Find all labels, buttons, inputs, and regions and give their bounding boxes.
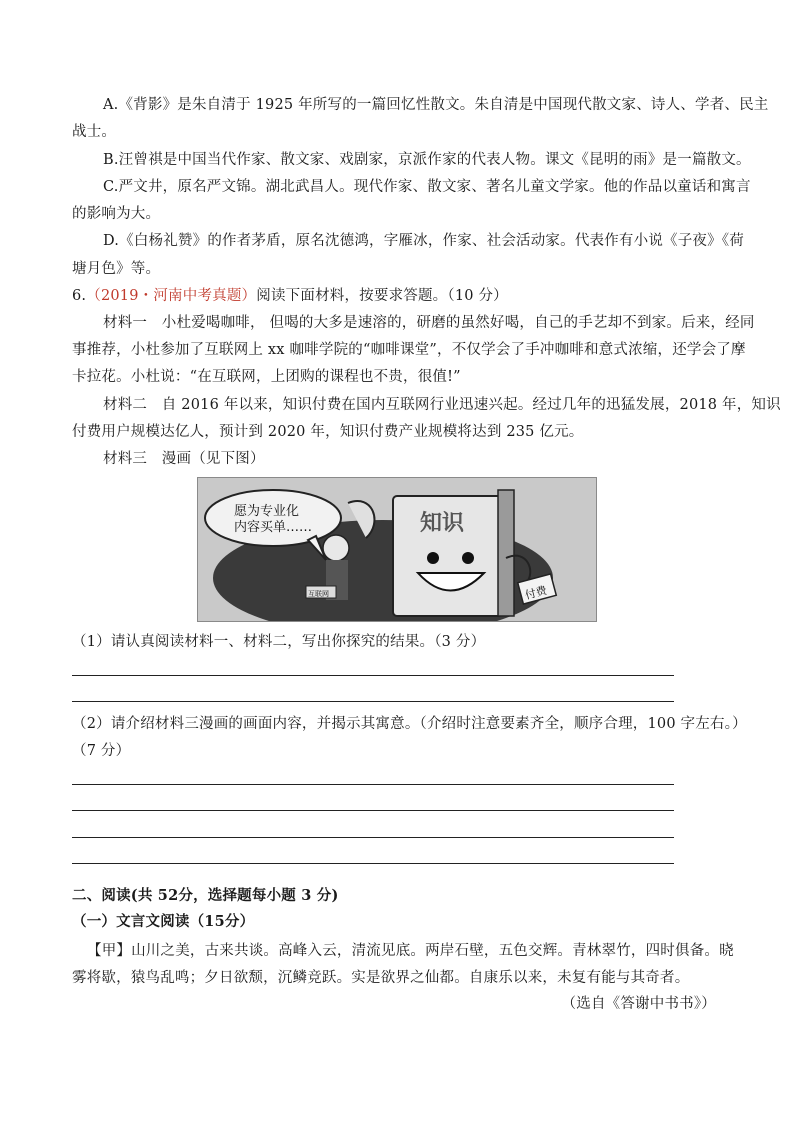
badge-label: 互联网 xyxy=(308,590,329,598)
material-1-line-3: 卡拉花。小杜说：“在互联网，上团购的课程也不贵，很值!” xyxy=(72,369,461,385)
question-source: （2019・河南中考真题） xyxy=(86,288,257,304)
material-3-line: 材料三 漫画（见下图） xyxy=(103,451,265,467)
sub-question-2-line-1: （2）请介绍材料三漫画的画面内容，并揭示其寓意。（介绍时注意要素齐全，顺序合理，100 字左右。） xyxy=(72,716,747,732)
question-instruction: 阅读下面材料，按要求答题。（10 分） xyxy=(256,288,508,304)
question-6-header xyxy=(72,286,508,306)
sub-question-1: （1）请认真阅读材料一、材料二，写出你探究的结果。（3 分） xyxy=(72,634,486,650)
option-a-line-2: 战士。 xyxy=(72,124,117,140)
option-d-line-1: D.《白杨礼赞》的作者茅盾，原名沈德鸿，字雁冰，作家、社会活动家。代表作有小说《子夜》《荷 xyxy=(103,233,744,249)
option-a-line-1: A.《背影》是朱自清于 1925 年所写的一篇回忆性散文。朱自清是中国现代散文家、诗人、学者、民主 xyxy=(103,97,769,113)
speech-line-2: 内容买单…… xyxy=(234,520,313,535)
option-c-line-1: C.严文井，原名严文锦。湖北武昌人。现代作家、散文家、著名儿童文学家。他的作品以童话和寓言 xyxy=(103,179,751,195)
material-1-line-2: 事推荐，小杜参加了互联网上 xx 咖啡学院的“咖啡课堂”，不仅学会了手冲咖啡和意式浓缩，还学会了摩 xyxy=(72,342,746,358)
material-1-line-1: 材料一 小杜爱喝咖啡， 但喝的大多是速溶的，研磨的虽然好喝，自己的手艺却不到家。后来，经同 xyxy=(103,315,755,331)
option-d-line-2: 塘月色》等。 xyxy=(72,261,161,277)
section-2-subheading: （一）文言文阅读（15分） xyxy=(72,913,255,930)
cartoon-illustration xyxy=(198,478,596,621)
option-b-line: B.汪曾祺是中国当代作家、散文家、戏剧家，京派作家的代表人物。课文《昆明的雨》是一篇散文。 xyxy=(103,152,751,168)
payment-tag: 付费 xyxy=(523,583,549,603)
answer-line xyxy=(72,784,674,785)
answer-line xyxy=(72,837,674,838)
sub-question-2-line-2: （7 分） xyxy=(72,743,131,759)
answer-line xyxy=(72,863,674,864)
question-number: 6. xyxy=(72,288,87,304)
option-c-line-2: 的影响为大。 xyxy=(72,206,161,222)
passage-jia-line-2: 雾将歇，猿鸟乱鸣；夕日欲颓，沉鳞竞跃。实是欲界之仙都。自康乐以来，未复有能与其奇者。 xyxy=(72,970,690,986)
answer-line xyxy=(72,701,674,702)
answer-line xyxy=(72,675,674,676)
answer-line xyxy=(72,810,674,811)
material-2-line-1: 材料二 自 2016 年以来，知识付费在国内互联网行业迅速兴起。经过几年的迅猛发展，2018 年，知识 xyxy=(103,397,781,413)
speech-line-1: 愿为专业化 xyxy=(234,504,300,519)
passage-jia-line-1: 【甲】山川之美，古来共谈。高峰入云，清流见底。两岸石壁，五色交辉。青林翠竹，四时俱备。晓 xyxy=(87,943,734,959)
passage-citation: （选自《答谢中书书》） xyxy=(561,996,716,1012)
book-title: 知识 xyxy=(420,511,465,536)
cartoon-image xyxy=(197,477,597,622)
material-2-line-2: 付费用户规模达亿人，预计到 2020 年，知识付费产业规模将达到 235 亿元。 xyxy=(72,424,584,440)
section-2-heading: 二、阅读(共 52分，选择题每小题 3 分) xyxy=(72,887,339,904)
